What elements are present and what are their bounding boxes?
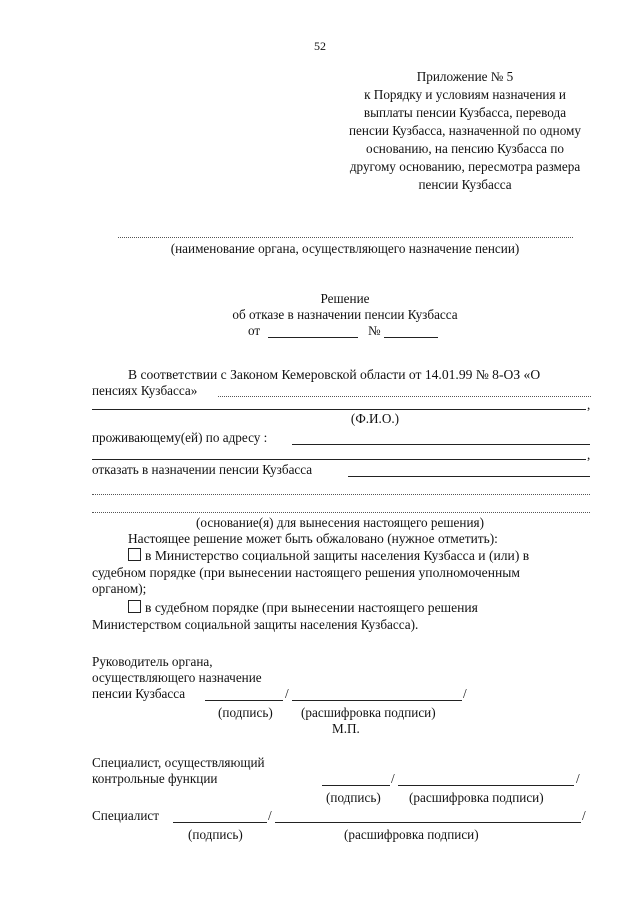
address-field[interactable] <box>292 444 590 445</box>
head-title-line: Руководитель органа, <box>92 654 213 669</box>
control-title-line: контрольные функции <box>92 771 218 786</box>
head-decode-field[interactable] <box>292 700 462 701</box>
slash: / <box>463 686 467 701</box>
number-label: № <box>368 323 381 338</box>
decode-caption: (расшифровка подписи) <box>409 790 544 805</box>
control-title-line: Специалист, осуществляющий <box>92 755 265 770</box>
slash: / <box>576 771 580 786</box>
appendix-line: пенсии Кузбасса <box>418 177 512 192</box>
date-label: от <box>248 323 261 338</box>
head-title-line: осуществляющего назначение <box>92 670 262 685</box>
appendix-line: другому основанию, пересмотра размера <box>349 159 581 174</box>
appendix-line: к Порядку и условиям назначения и <box>364 87 566 102</box>
slash: / <box>285 686 289 701</box>
option-1-checkbox[interactable] <box>128 548 141 561</box>
appendix-block <box>315 68 615 194</box>
option-2-checkbox[interactable] <box>128 600 141 613</box>
specialist-signature-field[interactable] <box>173 822 267 823</box>
intro-fill-line[interactable] <box>218 396 591 397</box>
option-2-text: в судебном порядке (при вынесении настоящего решения <box>145 600 478 615</box>
page-number: 52 <box>314 39 326 53</box>
intro-line: пенсиях Кузбасса» <box>92 383 198 398</box>
option-1-line: судебном порядке (при вынесении настоящего решения уполномоченным <box>92 565 520 580</box>
slash: / <box>268 808 272 823</box>
specialist-label: Специалист <box>92 808 160 823</box>
decision-subtitle: об отказе в назначении пенсии Кузбасса <box>232 307 458 322</box>
comma: , <box>587 397 591 412</box>
option-2 <box>128 600 478 616</box>
authority-caption: (наименование органа, осуществляющего назначение пенсии) <box>170 241 520 256</box>
address-field-2[interactable] <box>92 459 586 460</box>
signature-caption: (подпись) <box>188 827 243 842</box>
head-title-line: пенсии Кузбасса <box>92 686 186 701</box>
decode-caption: (расшифровка подписи) <box>344 827 479 842</box>
date-field[interactable] <box>268 337 358 338</box>
head-signature-field[interactable] <box>205 700 283 701</box>
appendix-line: Приложение № 5 <box>416 69 514 84</box>
intro-line: В соответствии с Законом Кемеровской области от 14.01.99 № 8-ОЗ «О <box>128 367 541 382</box>
refuse-field[interactable] <box>348 476 590 477</box>
fio-field[interactable] <box>92 409 586 410</box>
refuse-label: отказать в назначении пенсии Кузбасса <box>92 462 313 477</box>
address-label: проживающему(ей) по адресу : <box>92 430 268 445</box>
slash: / <box>582 808 586 823</box>
option-1-text: в Министерство социальной защиты населения Кузбасса и (или) в <box>145 548 530 563</box>
reason-line[interactable] <box>92 494 590 495</box>
reason-line-2[interactable] <box>92 512 590 513</box>
reason-caption: (основание(я) для вынесения настоящего решения) <box>196 515 484 530</box>
authority-name-line[interactable] <box>118 237 573 238</box>
stamp-label: М.П. <box>332 721 360 736</box>
option-1-line: органом); <box>92 581 147 596</box>
signature-caption: (подпись) <box>218 705 273 720</box>
number-field[interactable] <box>384 337 438 338</box>
decision-title: Решение <box>320 291 370 306</box>
control-decode-field[interactable] <box>398 785 574 786</box>
appendix-line: пенсии Кузбасса, назначенной по одному <box>349 123 581 138</box>
fio-caption: (Ф.И.О.) <box>350 411 400 426</box>
appeal-intro: Настоящее решение может быть обжаловано (нужное отметить): <box>128 531 498 546</box>
option-2-line: Министерством социальной защиты населения Кузбасса). <box>92 617 419 632</box>
signature-caption: (подпись) <box>326 790 381 805</box>
decode-caption: (расшифровка подписи) <box>301 705 436 720</box>
appendix-line: выплаты пенсии Кузбасса, перевода <box>363 105 567 120</box>
appendix-line: основанию, на пенсию Кузбасса по <box>366 141 564 156</box>
option-1 <box>128 548 529 564</box>
slash: / <box>391 771 395 786</box>
control-signature-field[interactable] <box>322 785 390 786</box>
specialist-decode-field[interactable] <box>275 822 581 823</box>
comma: , <box>587 447 591 462</box>
